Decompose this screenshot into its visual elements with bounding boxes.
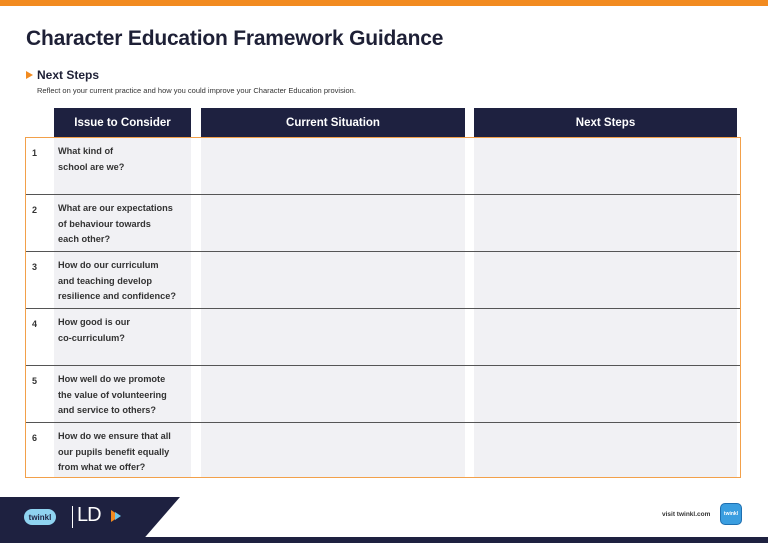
guidance-table <box>25 137 741 478</box>
issue-cell <box>54 195 191 251</box>
triangle-arrow-icon <box>26 71 33 79</box>
section-heading <box>26 68 99 82</box>
current-situation-cell[interactable] <box>201 252 465 308</box>
current-situation-cell[interactable] <box>201 138 465 194</box>
issue-cell <box>54 423 191 477</box>
current-situation-cell[interactable] <box>201 195 465 251</box>
issue-line: co-curriculum? <box>58 332 125 343</box>
issue-line: How do our curriculum <box>58 260 159 270</box>
row-number: 2 <box>32 205 38 215</box>
row-number: 1 <box>32 148 38 158</box>
issue-line: What kind of <box>58 146 114 156</box>
issue-cell <box>54 309 191 365</box>
logo-divider <box>72 506 73 528</box>
issue-line: the value of volunteering <box>58 389 167 400</box>
table-row <box>26 195 740 252</box>
next-steps-cell[interactable] <box>474 195 737 251</box>
issue-line: of behaviour towards <box>58 218 151 229</box>
column-header-next-steps: Next Steps <box>474 108 737 137</box>
column-header-current-situation: Current Situation <box>201 108 465 137</box>
twinkl-logo[interactable]: twinkl <box>24 509 56 525</box>
visit-twinkl-link[interactable]: visit twinkl.com <box>662 511 711 518</box>
row-number: 6 <box>32 433 38 443</box>
row-number: 4 <box>32 319 38 329</box>
issue-line: resilience and confidence? <box>58 291 176 301</box>
ld-chevron-small-icon <box>115 512 121 520</box>
next-steps-cell[interactable] <box>474 252 737 308</box>
footer-wedge <box>140 497 180 543</box>
issue-line: How good is our <box>58 317 130 327</box>
issue-line: and teaching develop <box>58 275 152 286</box>
issue-line: each other? <box>58 234 111 244</box>
issue-cell <box>54 138 191 194</box>
current-situation-cell[interactable] <box>201 309 465 365</box>
table-row <box>26 366 740 423</box>
next-steps-cell[interactable] <box>474 366 737 422</box>
row-number: 3 <box>32 262 38 272</box>
current-situation-cell[interactable] <box>201 423 465 477</box>
top-accent-bar <box>0 0 768 6</box>
twinkl-badge-icon: twinkl <box>720 503 742 525</box>
next-steps-cell[interactable] <box>474 138 737 194</box>
table-row <box>26 252 740 309</box>
issue-cell <box>54 252 191 308</box>
issue-line: and service to others? <box>58 405 157 415</box>
issue-line: How well do we promote <box>58 374 166 384</box>
section-heading-label: Next Steps <box>37 68 100 82</box>
issue-line: our pupils benefit equally <box>58 446 170 457</box>
issue-line: school are we? <box>58 161 125 172</box>
issue-line: How do we ensure that all <box>58 431 171 441</box>
next-steps-cell[interactable] <box>474 309 737 365</box>
next-steps-cell[interactable] <box>474 423 737 477</box>
issue-cell <box>54 366 191 422</box>
table-row <box>26 309 740 366</box>
page-subtitle: Reflect on your current practice and how you could improve your Character Education provision. <box>37 86 356 95</box>
table-row <box>26 423 740 477</box>
ld-logo: LD <box>77 504 101 526</box>
issue-line: from what we offer? <box>58 462 146 472</box>
current-situation-cell[interactable] <box>201 366 465 422</box>
page-title: Character Education Framework Guidance <box>26 27 444 50</box>
row-number: 5 <box>32 376 38 386</box>
table-row <box>26 138 740 195</box>
issue-line: What are our expectations <box>58 203 173 213</box>
column-header-issue: Issue to Consider <box>54 108 191 137</box>
